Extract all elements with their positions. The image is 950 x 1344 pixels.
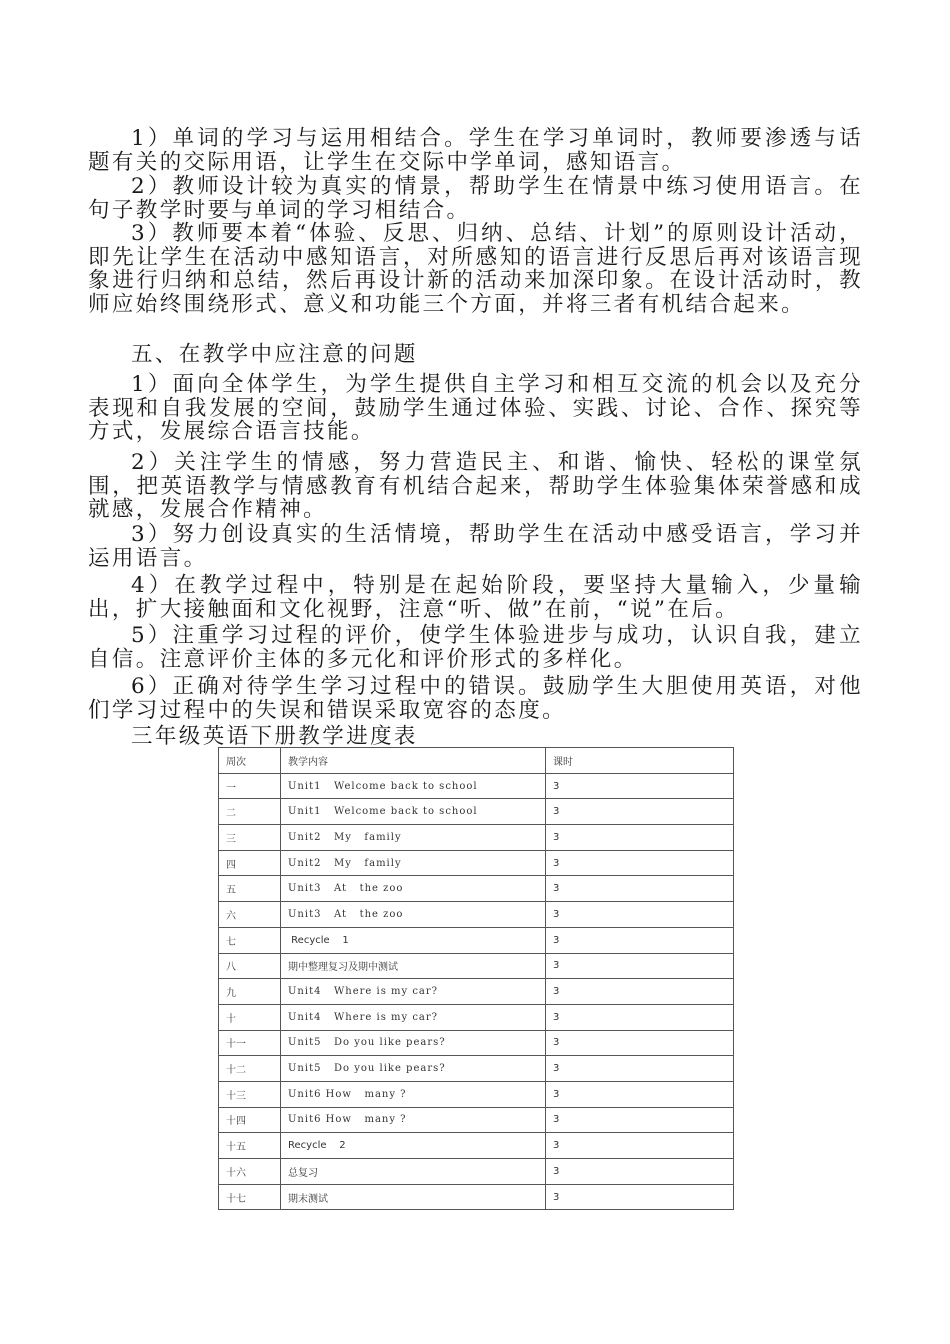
row-hours: 3 [546, 953, 734, 979]
table-row [219, 773, 734, 799]
row-content: Recycle 2 [281, 1133, 546, 1159]
table-row [219, 1184, 734, 1210]
row-content: Unit1 Welcome back to school [281, 799, 546, 825]
paragraph-6: 3）努力创设真实的生活情境，帮助学生在活动中感受语言，学习并运用语言。 [88, 522, 863, 571]
row-week: 十三 [219, 1081, 281, 1107]
table-header-row [219, 748, 734, 774]
row-week: 四 [219, 850, 281, 876]
paragraph-3: 3）教师要本着“体验、反思、归纳、总结、计划”的原则设计活动，即先让学生在活动中感知语言，对所感知的语言进行反思后再对该语言现象进行归纳和总结，然后再设计新的活动来加深印象。在设计活动时，教师应始终围绕形式、意义和功能三个方面，并将三者有机结合起来。 [88, 221, 863, 317]
row-content: Unit1 Welcome back to school [281, 773, 546, 799]
row-week: 九 [219, 979, 281, 1005]
row-hours: 3 [546, 850, 734, 876]
row-hours: 3 [546, 773, 734, 799]
table-row [219, 825, 734, 851]
row-hours: 3 [546, 1056, 734, 1082]
table-row [219, 1159, 734, 1185]
paragraph-2: 2）教师设计较为真实的情景，帮助学生在情景中练习使用语言。在句子教学时要与单词的学习相结合。 [88, 174, 863, 223]
table-row [219, 799, 734, 825]
row-week: 十六 [219, 1159, 281, 1185]
row-content: Unit6 How many ? [281, 1107, 546, 1133]
row-week: 十五 [219, 1133, 281, 1159]
row-hours: 3 [546, 1184, 734, 1210]
table-row [219, 1081, 734, 1107]
table-row [219, 927, 734, 953]
row-week: 三 [219, 825, 281, 851]
paragraph-9: 6）正确对待学生学习过程中的错误。鼓励学生大胆使用英语，对他们学习过程中的失误和错误采取宽容的态度。 [88, 674, 863, 723]
row-content: Unit4 Where is my car? [281, 1004, 546, 1030]
row-hours: 3 [546, 876, 734, 902]
paragraph-8: 5）注重学习过程的评价，使学生体验进步与成功，认识自我，建立自信。注意评价主体的多元化和评价形式的多样化。 [88, 623, 863, 672]
row-content: 期中整理复习及期中测试 [281, 953, 546, 979]
table-row [219, 979, 734, 1005]
paragraph-7: 4）在教学过程中，特别是在起始阶段，要坚持大量输入，少量输出，扩大接触面和文化视野，注意“听、做”在前，“说”在后。 [88, 573, 863, 622]
table-row [219, 1107, 734, 1133]
row-hours: 3 [546, 1159, 734, 1185]
table-row [219, 953, 734, 979]
row-week: 五 [219, 876, 281, 902]
header-hours: 课时 [546, 748, 734, 774]
row-week: 十四 [219, 1107, 281, 1133]
row-week: 十二 [219, 1056, 281, 1082]
table-row [219, 1030, 734, 1056]
row-hours: 3 [546, 1004, 734, 1030]
row-content: Unit3 At the zoo [281, 876, 546, 902]
paragraph-4: 1）面向全体学生，为学生提供自主学习和相互交流的机会以及充分表现和自我发展的空间，鼓励学生通过体验、实践、讨论、合作、探究等方式，发展综合语言技能。 [88, 372, 863, 444]
row-week: 一 [219, 773, 281, 799]
row-hours: 3 [546, 825, 734, 851]
row-week: 十 [219, 1004, 281, 1030]
row-week: 十一 [219, 1030, 281, 1056]
row-week: 七 [219, 927, 281, 953]
schedule-table [218, 747, 734, 1210]
row-hours: 3 [546, 979, 734, 1005]
row-hours: 3 [546, 1133, 734, 1159]
header-content: 教学内容 [281, 748, 546, 774]
row-week: 十七 [219, 1184, 281, 1210]
row-hours: 3 [546, 1030, 734, 1056]
row-content: 期末测试 [281, 1184, 546, 1210]
paragraph-5: 2）关注学生的情感，努力营造民主、和谐、愉快、轻松的课堂氛围，把英语教学与情感教育有机结合起来，帮助学生体验集体荣誉感和成就感，发展合作精神。 [88, 450, 863, 522]
row-content: 总复习 [281, 1159, 546, 1185]
table-row [219, 1056, 734, 1082]
row-content: Unit6 How many ? [281, 1081, 546, 1107]
table-row [219, 850, 734, 876]
row-week: 二 [219, 799, 281, 825]
row-hours: 3 [546, 1107, 734, 1133]
section-heading: 五、在教学中应注意的问题 [131, 342, 418, 367]
row-content: Unit5 Do you like pears? [281, 1030, 546, 1056]
row-content: Unit3 At the zoo [281, 902, 546, 928]
row-content: Unit5 Do you like pears? [281, 1056, 546, 1082]
row-hours: 3 [546, 1081, 734, 1107]
table-row [219, 902, 734, 928]
header-week: 周次 [219, 748, 281, 774]
row-content: Unit4 Where is my car? [281, 979, 546, 1005]
row-content: Unit2 My family [281, 825, 546, 851]
row-hours: 3 [546, 799, 734, 825]
row-content: Unit2 My family [281, 850, 546, 876]
paragraph-1: 1）单词的学习与运用相结合。学生在学习单词时，教师要渗透与话题有关的交际用语，让学生在交际中学单词，感知语言。 [88, 126, 863, 175]
row-week: 六 [219, 902, 281, 928]
table-row [219, 1004, 734, 1030]
row-hours: 3 [546, 927, 734, 953]
table-row [219, 876, 734, 902]
table-title: 三年级英语下册教学进度表 [131, 724, 418, 749]
row-week: 八 [219, 953, 281, 979]
table-row [219, 1133, 734, 1159]
row-content: Recycle 1 [281, 927, 546, 953]
row-hours: 3 [546, 902, 734, 928]
